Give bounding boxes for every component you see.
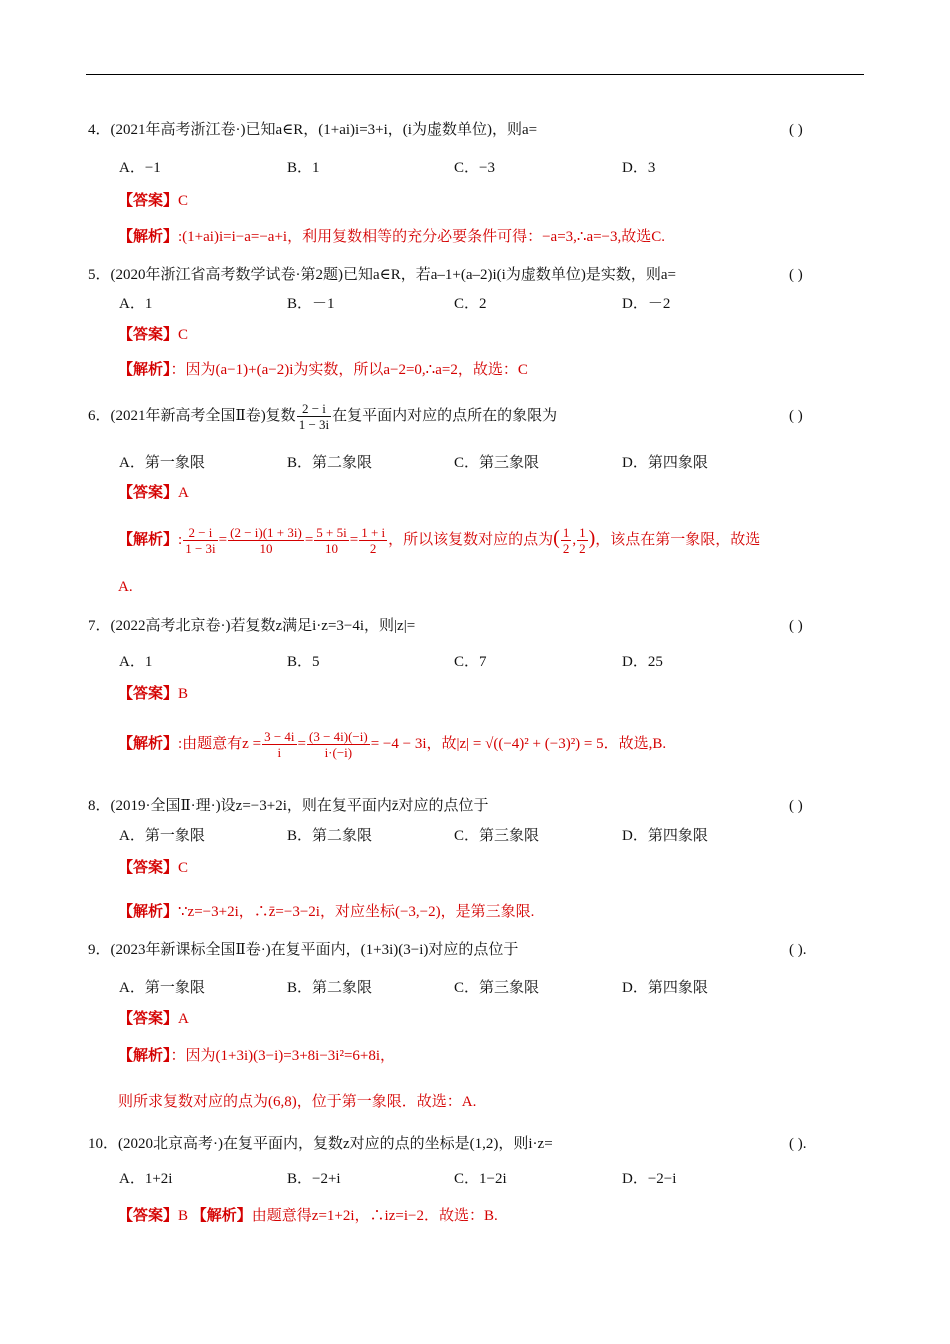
option-b: B．－1 xyxy=(287,296,335,312)
question-9-answer xyxy=(118,1008,189,1030)
option-c: C．2 xyxy=(454,296,487,312)
question-5-options xyxy=(119,293,819,315)
question-5-answer xyxy=(118,324,188,346)
option-c: C．1−2i xyxy=(454,1171,507,1187)
question-9-stem: 9．(2023年新课标全国Ⅱ卷·)在复平面内，(1+3i)(3−i)对应的点位于 xyxy=(88,942,519,958)
question-6-analysis: 【解析】: $\frac{2 - i}{1 - 3i}$ = $\frac{(2 - i)(1 + 3i)}{10}$ = $\frac{5 + 5i}{10}$ = $\frac{1 + i}{2}$ ，所以该复数对应的点为( $\frac{1}{2}$ , $\frac{1}{2}$ )，该点在第一象限，故选 xyxy=(118,525,761,557)
option-a: A．第一象限 xyxy=(119,980,205,996)
answer-value: B xyxy=(178,686,189,702)
question-4-analysis xyxy=(118,226,665,248)
fraction-numerator: 1 xyxy=(562,525,570,541)
question-10-stem: 10．(2020北京高考·)在复平面内，复数z对应的点的坐标是(1,2)，则i·z= xyxy=(88,1136,553,1152)
fraction-numerator: (3 − 4i)(−i) xyxy=(308,729,368,745)
option-b: B．第二象限 xyxy=(287,980,373,996)
fraction-numerator: 1 + i xyxy=(361,525,386,541)
answer-tag: 【答案】 xyxy=(118,860,179,876)
question-9-analysis-line2: 则所求复数对应的点为(6,8)，位于第一象限．故选：A. xyxy=(118,1094,477,1110)
fraction xyxy=(314,525,348,556)
option-c: C．第三象限 xyxy=(454,455,540,471)
question-5-stem: 5．(2020年浙江省高考数学试卷·第2题)已知a∈R，若a–1+(a–2)i(i为虚数单位)是实数，则a= xyxy=(88,267,676,283)
question-7-answer-blank: ( ) xyxy=(789,618,803,634)
option-a: A．第一象限 xyxy=(119,828,205,844)
analysis-tag: 【解析】 xyxy=(118,736,179,752)
option-c: C．7 xyxy=(454,654,487,670)
answer-value: A xyxy=(178,1011,189,1027)
analysis-tag: 【解析】 xyxy=(118,362,171,378)
answer-value: A xyxy=(178,485,189,501)
option-a: A．1+2i xyxy=(119,1171,173,1187)
option-c: C．−3 xyxy=(454,160,495,176)
answer-tag: 【答案】 xyxy=(118,1011,179,1027)
question-9-analysis xyxy=(118,1045,395,1067)
analysis-text: :由题意有z = xyxy=(178,736,262,752)
analysis-text: ：因为(1+3i)(3−i)=3+8i−3i²=6+8i， xyxy=(170,1048,396,1064)
answer-tag: 【答案】 xyxy=(118,686,179,702)
answer-tag: 【答案】 xyxy=(118,485,179,501)
question-8-analysis xyxy=(118,901,534,923)
option-a: A．第一象限 xyxy=(119,455,205,471)
option-a: A．−1 xyxy=(119,160,161,176)
option-d: D．－2 xyxy=(622,296,671,312)
analysis-text: :(1+ai)i=i−a=−a+i，利用复数相等的充分必要条件可得：−a=3,∴a=−3,故选C. xyxy=(178,229,666,245)
analysis-tag: 【解析】 xyxy=(118,904,179,920)
fraction xyxy=(561,525,572,556)
fraction-denominator: 1 − 3i xyxy=(298,417,330,433)
question-6-analysis-tail: A. xyxy=(118,579,133,595)
option-a: A．1 xyxy=(119,296,153,312)
question-6-options xyxy=(119,452,819,474)
fraction-denominator: 2 xyxy=(369,541,377,557)
fraction-denominator: i·(−i) xyxy=(324,745,353,761)
analysis-text: ∵z=−3+2i，∴z̄=−3−2i，对应坐标(−3,−2)，是第三象限. xyxy=(178,904,535,920)
header-rule xyxy=(86,74,864,75)
option-b: B．1 xyxy=(287,160,320,176)
question-4-answer xyxy=(118,190,188,212)
fraction-numerator: 2 − i xyxy=(183,525,217,541)
question-9-answer-blank: ( ). xyxy=(789,942,807,958)
option-c: C．第三象限 xyxy=(454,980,540,996)
stem-text: 在复平面内对应的点所在的象限为 xyxy=(332,408,558,424)
fraction-denominator: 2 xyxy=(562,541,570,557)
option-c: C．第三象限 xyxy=(454,828,540,844)
question-10-answer xyxy=(118,1205,498,1227)
question-4-answer-blank: ( ) xyxy=(789,122,803,138)
question-6-stem xyxy=(88,398,557,434)
analysis-text: ，该点在第一象限，故选 xyxy=(595,532,761,548)
question-8-answer-blank: ( ) xyxy=(789,798,803,814)
option-b: B．第二象限 xyxy=(287,455,373,471)
question-8-options xyxy=(119,825,819,847)
analysis-text: = −4 − 3i，故|z| = √((−4)² + (−3)²) = 5．故选,B. xyxy=(370,736,667,752)
question-10-options xyxy=(119,1168,819,1190)
answer-value: C xyxy=(178,327,189,343)
fraction-numerator: 3 − 4i xyxy=(264,729,295,745)
fraction xyxy=(307,729,370,760)
analysis-tag: 【解析】 xyxy=(118,1048,171,1064)
answer-value: C xyxy=(178,860,189,876)
question-5-analysis xyxy=(118,359,528,381)
option-d: D．第四象限 xyxy=(622,980,708,996)
answer-value: B xyxy=(178,1208,189,1224)
answer-value: C xyxy=(178,193,189,209)
fraction-denominator: i xyxy=(277,745,282,761)
paren-close: ) xyxy=(588,527,596,549)
fraction-denominator: 10 xyxy=(325,541,338,557)
analysis-tag: 【解析】 xyxy=(118,229,179,245)
option-d: D．第四象限 xyxy=(622,828,708,844)
fraction-denominator: 1 − 3i xyxy=(185,541,216,557)
stem-fraction xyxy=(297,401,331,432)
question-4-options xyxy=(119,157,819,179)
question-9-options xyxy=(119,977,819,999)
fraction-numerator: (2 − i)(1 + 3i) xyxy=(230,525,302,541)
question-4-stem: 4．(2021年高考浙江卷·)已知a∈R，(1+ai)i=3+i，(i为虚数单位)，则a= xyxy=(88,122,538,138)
option-d: D．第四象限 xyxy=(622,455,708,471)
question-7-stem: 7．(2022高考北京卷·)若复数z满足i·z=3−4i，则|z|= xyxy=(88,618,416,634)
question-10-answer-blank: ( ). xyxy=(789,1136,807,1152)
stem-text: 6．(2021年新高考全国Ⅱ卷)复数 xyxy=(88,408,296,424)
question-7-options xyxy=(119,651,819,673)
paren-open: ( xyxy=(553,527,560,549)
option-d: D．3 xyxy=(622,160,656,176)
option-b: B．第二象限 xyxy=(287,828,373,844)
analysis-text: 由题意得z=1+2i，∴iz=i−2．故选：B. xyxy=(251,1208,498,1224)
option-d: D．25 xyxy=(622,654,663,670)
analysis-text: ：因为(a−1)+(a−2)i为实数，所以a−2=0,∴a=2，故选：C xyxy=(170,362,528,378)
fraction-denominator: 2 xyxy=(579,541,586,557)
analysis-text: ，所以该复数对应的点为 xyxy=(388,532,554,548)
question-8-answer xyxy=(118,857,188,879)
fraction-numerator: 2 − i xyxy=(297,401,331,417)
fraction xyxy=(359,525,387,556)
fraction-numerator: 1 xyxy=(579,525,586,541)
answer-tag: 【答案】 xyxy=(118,193,179,209)
colon: : xyxy=(178,532,183,548)
question-6-answer-blank: ( ) xyxy=(789,408,803,424)
analysis-tag: 【解析】 xyxy=(118,532,179,548)
fraction xyxy=(262,729,296,760)
answer-tag: 【答案】 xyxy=(118,327,179,343)
fraction xyxy=(577,525,588,556)
option-d: D．−2−i xyxy=(622,1171,677,1187)
fraction-numerator: 5 + 5i xyxy=(316,525,347,541)
answer-tag: 【答案】 xyxy=(118,1208,179,1224)
fraction-denominator: 10 xyxy=(259,541,273,557)
option-b: B．−2+i xyxy=(287,1171,341,1187)
option-a: A．1 xyxy=(119,654,153,670)
analysis-tag: 【解析】 xyxy=(191,1208,252,1224)
option-b: B．5 xyxy=(287,654,320,670)
fraction xyxy=(228,525,304,556)
question-6-answer xyxy=(118,482,189,504)
fraction xyxy=(183,525,217,556)
question-8-stem: 8．(2019·全国Ⅱ·理·)设z=−3+2i，则在复平面内z̄对应的点位于 xyxy=(88,798,489,814)
question-7-answer xyxy=(118,683,188,705)
question-5-answer-blank: ( ) xyxy=(789,267,803,283)
question-7-analysis: 【解析】:由题意有z = $\frac{3 - 4i}{i}$ = $\frac{(3 - 4i)(-i)}{i\cdot(-i)}$ = −4 − 3i，故|z| = √((−4)² + (−3)²) = 5．故选,B. xyxy=(118,729,667,761)
